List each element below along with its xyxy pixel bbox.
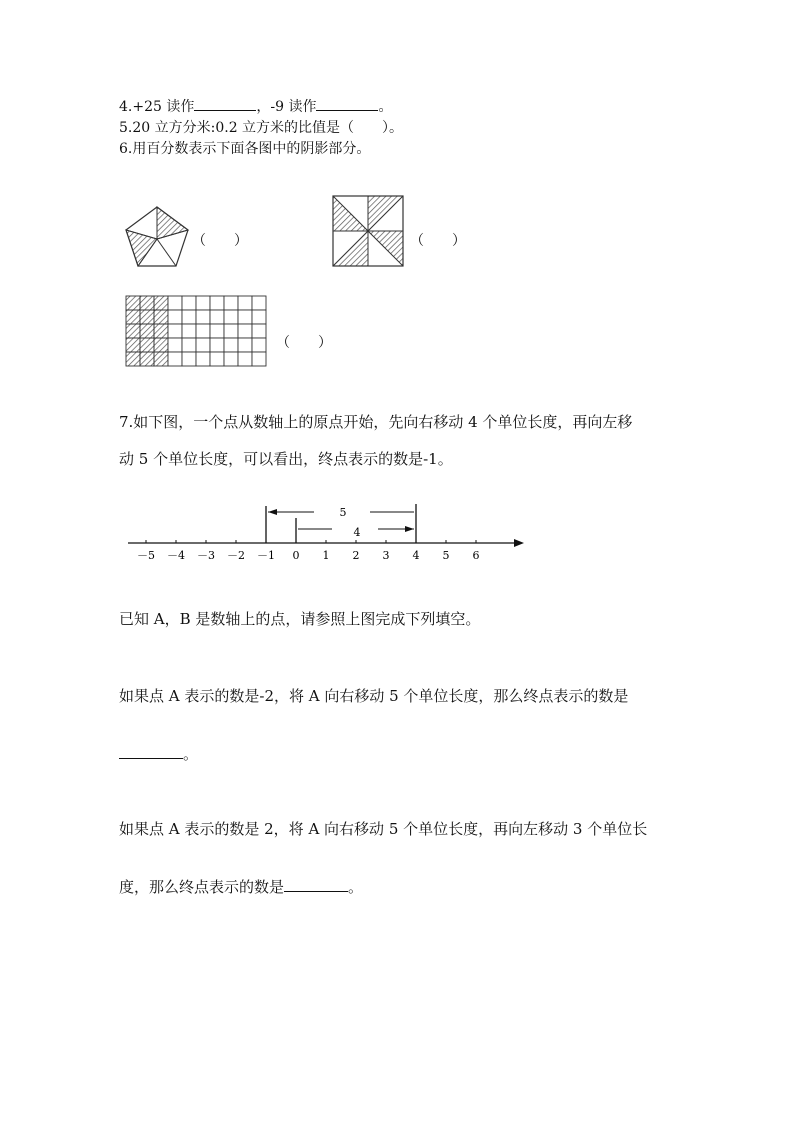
grid-cell bbox=[224, 324, 238, 338]
grid-cell-shaded bbox=[126, 296, 140, 310]
tick-label: －1 bbox=[257, 549, 275, 562]
known-statement: 已知 A，B 是数轴上的点，请参照上图完成下列填空。 bbox=[119, 610, 481, 628]
grid-cell bbox=[210, 338, 224, 352]
pentagon-figure bbox=[122, 204, 192, 270]
grid-cell bbox=[182, 338, 196, 352]
grid-cell bbox=[168, 338, 182, 352]
tick-label: 4 bbox=[412, 549, 420, 562]
part-2-blank[interactable] bbox=[284, 879, 348, 892]
tick-label: 6 bbox=[472, 549, 480, 562]
grid-cell bbox=[196, 310, 210, 324]
q6-answer-1[interactable]: （ ） bbox=[192, 233, 248, 249]
grid-cell bbox=[224, 296, 238, 310]
tick-label: 5 bbox=[442, 549, 450, 562]
grid-cell-shaded bbox=[126, 352, 140, 366]
left-move-label: 5 bbox=[339, 506, 347, 519]
grid-cell bbox=[168, 352, 182, 366]
number-line bbox=[120, 500, 530, 572]
grid-cell bbox=[252, 310, 266, 324]
q6-answer-3[interactable]: （ ） bbox=[276, 335, 332, 351]
grid-cell-shaded bbox=[140, 310, 154, 324]
part-1-line-1: 如果点 A 表示的数是-2，将 A 向右移动 5 个单位长度，那么终点表示的数是 bbox=[119, 687, 629, 705]
grid-cell-shaded bbox=[154, 352, 168, 366]
question-4 bbox=[119, 98, 392, 116]
grid-cell-shaded bbox=[126, 324, 140, 338]
grid-cell bbox=[224, 352, 238, 366]
grid-cell-shaded bbox=[126, 338, 140, 352]
grid-cell-shaded bbox=[154, 338, 168, 352]
grid-cell-shaded bbox=[154, 310, 168, 324]
grid-cell bbox=[168, 310, 182, 324]
q6-answer-2[interactable]: （ ） bbox=[410, 233, 466, 249]
grid-cell bbox=[238, 296, 252, 310]
grid-cell-shaded bbox=[140, 338, 154, 352]
q4-blank-1[interactable] bbox=[194, 98, 256, 111]
grid-cell bbox=[224, 310, 238, 324]
grid-cell bbox=[238, 352, 252, 366]
q4-blank-2[interactable] bbox=[316, 98, 378, 111]
grid-cell bbox=[210, 352, 224, 366]
grid-cell-shaded bbox=[140, 324, 154, 338]
question-6: 6.用百分数表示下面各图中的阴影部分。 bbox=[119, 141, 371, 157]
question-7-line-2: 动 5 个单位长度，可以看出，终点表示的数是-1。 bbox=[119, 450, 453, 468]
part-2-line-2 bbox=[119, 877, 363, 897]
axis-arrowhead bbox=[514, 539, 524, 547]
q4-text-3: 。 bbox=[378, 99, 393, 115]
grid-cell bbox=[210, 324, 224, 338]
part-1-blank[interactable] bbox=[119, 746, 183, 759]
grid-cell bbox=[196, 352, 210, 366]
tick-label: －3 bbox=[197, 549, 215, 562]
grid-cell bbox=[182, 352, 196, 366]
grid-cell bbox=[210, 310, 224, 324]
grid-cell bbox=[252, 352, 266, 366]
q4-text-1: 4.+25 读作 bbox=[119, 99, 195, 115]
grid-cell bbox=[182, 310, 196, 324]
grid-cell bbox=[196, 296, 210, 310]
square-figure bbox=[331, 194, 405, 268]
grid-cell bbox=[238, 310, 252, 324]
grid-cell bbox=[196, 338, 210, 352]
grid-cell bbox=[168, 296, 182, 310]
grid-cell bbox=[182, 324, 196, 338]
grid-cell bbox=[252, 338, 266, 352]
grid-cell-shaded bbox=[140, 352, 154, 366]
tick-label: 2 bbox=[352, 549, 360, 562]
grid-cell bbox=[224, 338, 238, 352]
question-5: 5.20 立方分米:0.2 立方米的比值是（ ）。 bbox=[119, 120, 404, 136]
grid-cell bbox=[252, 296, 266, 310]
part-1-answer-line bbox=[119, 744, 198, 764]
grid-cell bbox=[238, 324, 252, 338]
tick-label: 0 bbox=[292, 549, 300, 562]
grid-cell-shaded bbox=[154, 296, 168, 310]
grid-figure bbox=[125, 295, 267, 367]
tick-label: 3 bbox=[382, 549, 390, 562]
q4-text-2: ，-9 读作 bbox=[256, 99, 317, 115]
grid-cell bbox=[168, 324, 182, 338]
grid-cell-shaded bbox=[154, 324, 168, 338]
tick-label: 1 bbox=[322, 549, 330, 562]
tick-label: －2 bbox=[227, 549, 245, 562]
tick-label: －4 bbox=[167, 549, 185, 562]
tick-label: －5 bbox=[137, 549, 155, 562]
question-7-line-1: 7.如下图，一个点从数轴上的原点开始，先向右移动 4 个单位长度，再向左移 bbox=[119, 413, 633, 431]
grid-cell-shaded bbox=[126, 310, 140, 324]
grid-cell bbox=[210, 296, 224, 310]
part-1-end: 。 bbox=[183, 745, 199, 763]
grid-cell bbox=[182, 296, 196, 310]
grid-cell-shaded bbox=[140, 296, 154, 310]
part-2-end: 。 bbox=[348, 878, 364, 896]
grid-cell bbox=[196, 324, 210, 338]
grid-cell bbox=[238, 338, 252, 352]
grid-cell bbox=[252, 324, 266, 338]
right-move-label: 4 bbox=[353, 526, 361, 539]
part-2-text: 度，那么终点表示的数是 bbox=[119, 878, 285, 896]
part-2-line-1: 如果点 A 表示的数是 2，将 A 向右移动 5 个单位长度，再向左移动 3 个单位长 bbox=[119, 820, 648, 838]
